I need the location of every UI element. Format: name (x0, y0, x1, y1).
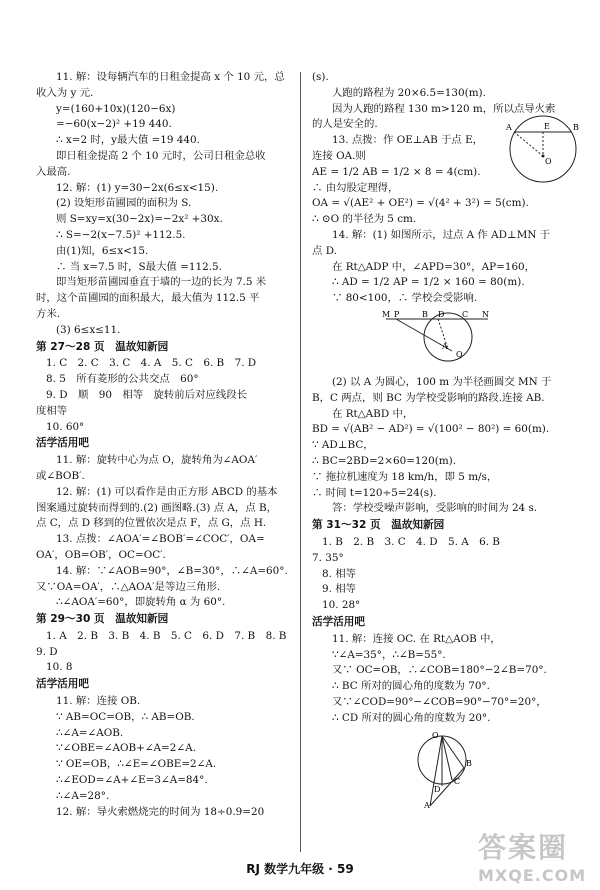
left-column (36, 70, 290, 820)
figure-11-circle-triangle (402, 730, 482, 810)
text-line: 11. 解：连接 OB. (56, 695, 141, 708)
text-line: ∴∠EOD=∠A+∠E=3∠A=84°. (56, 774, 208, 787)
text-line: 14. 解：∵∠AOB=90°，∠B=30°，∴∠A=60°. (56, 564, 288, 577)
text-line: 10. 28° (322, 599, 361, 612)
text-line: 则 S=xy=x(30−2x)=−2x² +30x. (56, 213, 223, 226)
text-line: 12. 解：(1) y=30−2x(6≤x<15). (56, 181, 219, 194)
text-line: 8. 5 所有菱形的公共交点 60° (46, 373, 199, 386)
watermark-logo (478, 826, 590, 885)
text-line: 由(1)知，6≤x<15. (56, 244, 149, 257)
fig14-label-m: M (382, 309, 391, 319)
text-line: 11. 解：连接 OC. 在 Rt△AOB 中， (332, 632, 501, 645)
text-line: 入最高. (36, 165, 71, 178)
text-line: 11. 解：旋转中心为点 O，旋转角为∠AOA′ (56, 454, 258, 467)
text-line: ∴ AD = 1/2 AP = 1/2 × 160 = 80(m). (332, 276, 525, 289)
section-heading: 活学活用吧 (36, 678, 89, 691)
text-line: (2) 以 A 为圆心，100 m 为半径画圆交 MN 于 (332, 375, 552, 388)
text-line: 点 D. (312, 244, 337, 257)
text-line: ∴∠A=28°. (56, 789, 110, 802)
section-heading: 活学活用吧 (36, 437, 89, 450)
fig14-label-b: B (422, 309, 428, 319)
fig11-label-c: C (454, 777, 461, 787)
watermark-url: MXQE.COM (478, 866, 587, 885)
section-heading: 活学活用吧 (312, 615, 365, 628)
text-line: 连接 OA.则 (312, 149, 366, 162)
text-line: 又∵OA=OA′，∴△AOA′是等边三角形. (36, 580, 221, 593)
text-line: 1. C 2. C 3. C 4. A 5. C 6. B 7. D (46, 357, 257, 370)
text-line: 点 C，点 D 移到的位置依次是点 F，点 G，点 H. (36, 517, 267, 530)
text-line: ∴ ⊙O 的半径为 5 cm. (312, 213, 417, 226)
watermark-title: 答案圈 (478, 831, 569, 864)
text-line: OA = √(AE² + OE²) = √(4² + 3²) = 5(cm). (312, 197, 529, 210)
text-line: 在 Rt△ABD 中， (332, 407, 414, 420)
text-line: 即日租金提高 2 个 10 元时，公司日租金总收 (56, 149, 266, 162)
text-line: 9. 相等 (322, 583, 356, 596)
text-line: OA′，OB=OB′，OC=OC′. (36, 548, 166, 561)
text-line: 方米. (36, 307, 61, 320)
text-line: 人跑的路程为 20×6.5=130(m). (332, 86, 486, 99)
fig11-label-o: O (432, 731, 439, 741)
text-line: ∵∠A=35°，∴∠B=55°. (332, 648, 446, 661)
text-line: 1. A 2. B 3. B 4. B 5. C 6. D 7. B 8. B (46, 629, 287, 642)
text-line: ∵ OE=OB，∴∠E=∠OBE=2∠A. (56, 758, 217, 771)
fig11-label-b: B (466, 759, 472, 769)
fig14-label-a: A (442, 341, 448, 351)
fig14-label-n: N (482, 309, 489, 319)
text-line: BD = √(AB² − AD²) = √(100² − 80²) = 60(m). (312, 423, 550, 436)
text-line: 10. 60° (46, 420, 85, 433)
text-line: =−60(x−2)² +19 440. (56, 118, 172, 131)
text-line: 12. 解：(1) 可以看作是由正方形 ABCD 的基本 (56, 485, 278, 498)
text-line: ∴ x=2 时，y最大值 =19 440. (56, 134, 200, 147)
text-line: 时，这个苗圃园的面积最大，最大值为 112.5 平 (36, 292, 260, 305)
text-line: 10. 8 (46, 661, 73, 674)
text-line: 的人是安全的. (312, 118, 378, 131)
figure-14-line-circle (382, 309, 492, 371)
text-line: 13. 点拨：作 OE⊥AB 于点 E， (332, 134, 484, 147)
fig14-label-d: D (438, 309, 445, 319)
figure-13-chord-circle (506, 112, 580, 186)
text-line: ∵ AB=OC=OB，∴ AB=OB. (56, 710, 195, 723)
column-divider (300, 72, 301, 852)
text-line: 答：学校受噪声影响，受影响的时间为 24 s. (332, 502, 538, 515)
fig14-label-c: C (462, 309, 469, 319)
text-line: y=(160+10x)(120−6x) (56, 102, 176, 115)
fig13-label-b: B (573, 123, 579, 132)
text-line: 度相等 (36, 404, 68, 417)
text-line: ∴ 当 x=7.5 时，S最大值 =112.5. (56, 260, 222, 273)
text-line: ∴ S=−2(x−7.5)² +112.5. (56, 228, 186, 241)
text-line: ∵ 拖拉机速度为 18 km/h，即 5 m/s， (312, 470, 498, 483)
text-line: 又∵∠COD=90°−∠COB=90°−70°=20°， (332, 695, 547, 708)
page-footer: RJ 数学九年级 · 59 (246, 862, 354, 876)
text-line: ∵ 80<100，∴ 学校会受影响. (332, 292, 478, 305)
text-line: 12. 解：导火索燃烧完的时间为 18÷0.9=20 (56, 805, 265, 818)
fig11-label-a: A (424, 801, 430, 811)
text-line: ∴ BC 所对的圆心角的度数为 70°. (332, 680, 490, 693)
text-line: 7. 35° (312, 551, 344, 564)
text-line: ∴ BC=2BD=2×60=120(m). (312, 454, 457, 467)
fig13-label-e: E (544, 122, 550, 131)
fig11-label-d: D (434, 785, 441, 795)
text-line: 13. 点拨：∠AOA′=∠BOB′=∠COC′，OA= (56, 533, 265, 546)
text-line: 或∠BOB′. (36, 469, 85, 482)
fig14-label-q: Q (456, 349, 463, 359)
text-line: ∴ 由勾股定理得， (312, 181, 399, 194)
text-line: 因为人跑的路程 130 m>120 m，所以点导火索 (332, 102, 556, 115)
text-line: ∴∠A=∠AOB. (56, 726, 124, 739)
text-line: 即当矩形苗圃园垂直于墙的一边的长为 7.5 米 (56, 276, 267, 289)
text-line: AE = 1/2 AB = 1/2 × 8 = 4(cm). (312, 165, 481, 178)
text-line: ∴∠AOA′=60°，即旋转角 α 为 60°. (56, 596, 226, 609)
section-heading: 第 31～32 页 温故知新园 (312, 519, 445, 532)
text-line: 收入为 y 元. (36, 86, 94, 99)
text-line: ∴ CD 所对的圆心角的度数为 20°. (332, 711, 491, 724)
text-line: ∴ 时间 t=120÷5=24(s). (312, 486, 437, 499)
text-line: 又∵ OC=OB，∴∠COB=180°−2∠B=70°. (332, 664, 547, 677)
text-line: 1. B 2. B 3. C 4. D 5. A 6. B (322, 535, 500, 548)
text-line: 8. 相等 (322, 567, 356, 580)
text-line: ∵ AD⊥BC， (312, 439, 374, 452)
text-line: 9. D (36, 645, 58, 658)
text-line: 在 Rt△ADP 中，∠APD=30°，AP=160， (332, 260, 536, 273)
text-line: 9. D 顺 90 相等 旋转前后对应线段长 (46, 388, 248, 401)
fig13-label-a: A (506, 123, 512, 132)
text-line: 14. 解：(1) 如图所示，过点 A 作 AD⊥MN 于 (332, 228, 551, 241)
text-line: (2) 设矩形苗圃园的面积为 S. (56, 197, 192, 210)
fig14-label-p: P (394, 309, 400, 319)
text-line: ∵∠OBE=∠AOB+∠A=2∠A. (56, 742, 196, 755)
text-line: 11. 解：设每辆汽车的日租金提高 x 个 10 元，总 (56, 71, 285, 83)
fig13-label-o: O (545, 157, 552, 166)
text-line: B，C 两点，则 BC 为学校受影响的路段.连接 AB. (312, 391, 545, 404)
text-line: (3) 6≤x≤11. (56, 323, 121, 336)
section-heading: 第 29～30 页 温故知新园 (36, 613, 169, 626)
section-heading: 第 27～28 页 温故知新园 (36, 340, 169, 353)
text-line: 图案通过旋转而得到的.(2) 画图略.(3) 点 A，点 B， (36, 501, 278, 514)
text-line: (s). (312, 71, 329, 83)
